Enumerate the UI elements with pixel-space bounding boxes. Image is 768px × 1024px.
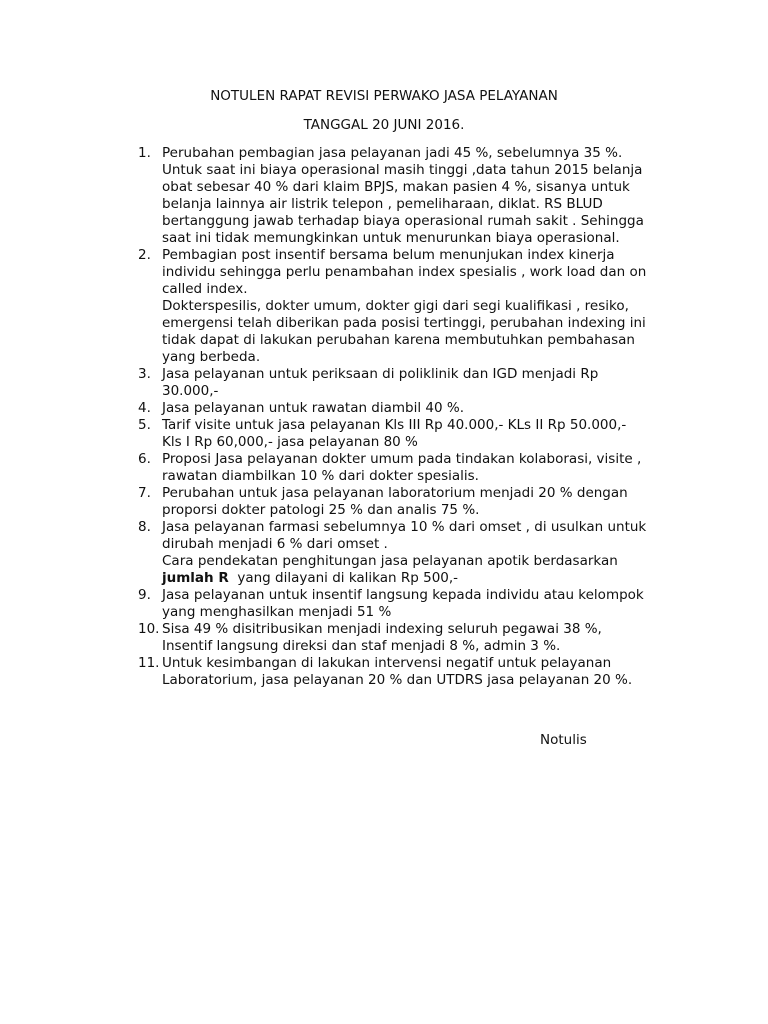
item-number: 4. xyxy=(138,400,151,416)
item-line: rawatan diambilkan 10 % dari dokter spesialis. xyxy=(162,468,479,484)
item-number: 9. xyxy=(138,587,151,603)
list-item xyxy=(0,366,768,400)
item-line: Pembagian post insentif bersama belum menunjukan index kinerja xyxy=(162,247,615,263)
list-item xyxy=(0,587,768,621)
item-line: dirubah menjadi 6 % dari omset . xyxy=(162,536,388,552)
signature-label: Notulis xyxy=(540,732,587,748)
list-item xyxy=(0,400,768,417)
item-line: Tarif visite untuk jasa pelayanan Kls III Rp 40.000,- KLs II Rp 50.000,- xyxy=(162,417,627,433)
item-number: 2. xyxy=(138,247,151,263)
item-line: proporsi dokter patologi 25 % dan analis 75 %. xyxy=(162,502,480,518)
item-line: tidak dapat di lakukan perubahan karena membutuhkan pembahasan xyxy=(162,332,635,348)
item-line: belanja lainnya air listrik telepon , pemeliharaan, diklat. RS BLUD xyxy=(162,196,603,212)
item-line: called index. xyxy=(162,281,248,297)
item-line: Dokterspesilis, dokter umum, dokter gigi dari segi kualifikasi , resiko, xyxy=(162,298,629,314)
minutes-list xyxy=(0,145,768,689)
item-line: Sisa 49 % disitribusikan menjadi indexing seluruh pegawai 38 %, xyxy=(162,621,602,637)
bold-prefix: jumlah R xyxy=(162,570,229,586)
list-item xyxy=(0,485,768,519)
item-line: Untuk kesimbangan di lakukan intervensi negatif untuk pelayanan xyxy=(162,655,612,671)
item-line: bertanggung jawab terhadap biaya operasional rumah sakit . Sehingga xyxy=(162,213,644,229)
list-item xyxy=(0,655,768,689)
item-line: yang menghasilkan menjadi 51 % xyxy=(162,604,392,620)
list-item xyxy=(0,621,768,655)
item-line: individu sehingga perlu penambahan index spesialis , work load dan on xyxy=(162,264,647,280)
item-line: Kls I Rp 60,000,- jasa pelayanan 80 % xyxy=(162,434,418,450)
item-line: Jasa pelayanan untuk rawatan diambil 40 %. xyxy=(162,400,465,416)
item-number: 7. xyxy=(138,485,151,501)
item-number: 11. xyxy=(138,655,160,671)
item-line: Jasa pelayanan untuk periksaan di poliklinik dan IGD menjadi Rp xyxy=(162,366,599,382)
item-line: Jasa pelayanan untuk insentif langsung kepada individu atau kelompok xyxy=(162,587,644,603)
item-number: 3. xyxy=(138,366,151,382)
item-number: 10. xyxy=(138,621,160,637)
item-line: emergensi telah diberikan pada posisi tertinggi, perubahan indexing ini xyxy=(162,315,646,331)
item-line: obat sebesar 40 % dari klaim BPJS, makan pasien 4 %, sisanya untuk xyxy=(162,179,630,195)
list-item xyxy=(0,451,768,485)
list-item xyxy=(0,145,768,247)
item-line: Laboratorium, jasa pelayanan 20 % dan UTDRS jasa pelayanan 20 %. xyxy=(162,672,633,688)
item-line: Insentif langsung direksi dan staf menjadi 8 %, admin 3 %. xyxy=(162,638,561,654)
item-line: Untuk saat ini biaya operasional masih tinggi ,data tahun 2015 belanja xyxy=(162,162,643,178)
item-number: 6. xyxy=(138,451,151,467)
item-line: Perubahan pembagian jasa pelayanan jadi 45 %, sebelumnya 35 %. xyxy=(162,145,623,161)
item-number: 8. xyxy=(138,519,151,535)
item-line: Perubahan untuk jasa pelayanan laboratorium menjadi 20 % dengan xyxy=(162,485,628,501)
date-text: TANGGAL 20 JUNI 2016. xyxy=(303,117,465,133)
list-item xyxy=(0,247,768,366)
item-line: Proposi Jasa pelayanan dokter umum pada tindakan kolaborasi, visite , xyxy=(162,451,642,467)
item-line: yang berbeda. xyxy=(162,349,261,365)
item-number: 5. xyxy=(138,417,151,433)
document-title: NOTULEN RAPAT REVISI PERWAKO JASA PELAYANAN xyxy=(210,88,558,104)
item-line: saat ini tidak memungkinkan untuk menurunkan biaya operasional. xyxy=(162,230,620,246)
item-line: Cara pendekatan penghitungan jasa pelayanan apotik berdasarkan xyxy=(162,553,618,569)
list-item xyxy=(0,519,768,587)
item-number: 1. xyxy=(138,145,151,161)
document-date xyxy=(0,116,768,134)
item-line: 30.000,- xyxy=(162,383,219,399)
list-item xyxy=(0,417,768,451)
item-line: Jasa pelayanan farmasi sebelumnya 10 % dari omset , di usulkan untuk xyxy=(162,519,647,535)
item-line-tail: yang dilayani di kalikan Rp 500,- xyxy=(228,570,459,586)
